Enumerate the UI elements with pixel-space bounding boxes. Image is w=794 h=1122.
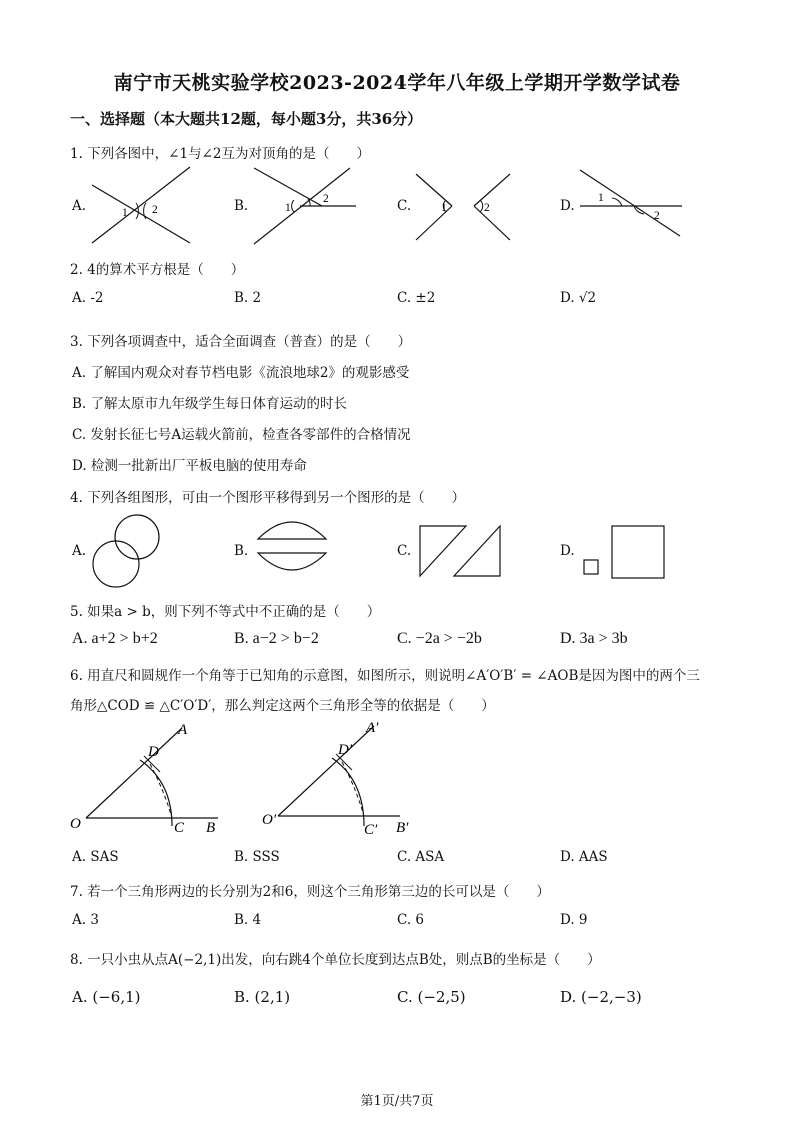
q4-option-b-label: B. xyxy=(234,543,249,559)
q7-option-b: B. 4 xyxy=(234,912,262,928)
q8-option-a: A. (−6,1) xyxy=(72,988,141,1006)
q6-figure-1 xyxy=(70,722,230,837)
q3-option-a: A. 了解国内观众对春节档电影《流浪地球2》的观影感受 xyxy=(72,365,410,381)
fig1-label-d: D xyxy=(148,744,159,760)
q7-option-d: D. 9 xyxy=(560,912,588,928)
q6-option-b: B. SSS xyxy=(234,849,280,865)
question-8-stem: 8. 一只小虫从点A(−2,1)出发，向右跳4个单位长度到达点B处，则点B的坐标是（ ） xyxy=(70,952,601,968)
question-2-stem: 2. 4的算术平方根是（ ） xyxy=(70,262,245,278)
q4-option-d-label: D. xyxy=(560,543,575,559)
q7-option-a: A. 3 xyxy=(72,912,99,928)
q2-option-b: B. 2 xyxy=(234,290,262,306)
fig2-label-b: B′ xyxy=(396,820,409,836)
question-1-stem: 1. 下列各图中，∠1与∠2互为对顶角的是（ ） xyxy=(70,146,370,162)
q5-option-a: A. a+2 > b+2 xyxy=(72,630,158,647)
q5-option-b: B. a−2 > b−2 xyxy=(234,630,319,647)
q1a-angle1-label: 1 xyxy=(122,207,128,219)
q1c-angle2-label: 2 xyxy=(484,202,490,214)
fig1-label-b: B xyxy=(206,820,216,836)
q4-option-a-label: A. xyxy=(72,543,87,559)
page-number-footer: 第1页/共7页 xyxy=(360,1094,434,1109)
q3-option-d: D. 检测一批新出厂平板电脑的使用寿命 xyxy=(72,458,307,474)
q1b-angle2-label: 2 xyxy=(323,193,329,205)
q6-option-c: C. ASA xyxy=(397,849,445,865)
q1-option-b-label: B. xyxy=(234,198,249,214)
q2-option-d: D. √2 xyxy=(560,290,597,306)
q3-option-b: B. 了解太原市九年级学生每日体育运动的时长 xyxy=(72,396,348,412)
q1d-angle1-label: 1 xyxy=(598,192,604,204)
fig2-label-a: A′ xyxy=(366,720,379,736)
q8-option-b: B. (2,1) xyxy=(234,988,291,1006)
q2-option-a: A. -2 xyxy=(72,290,104,306)
q8-option-c: C. (−2,5) xyxy=(397,988,466,1006)
fig2-label-c: C′ xyxy=(364,822,378,838)
q1b-angle1-label: 1 xyxy=(285,202,291,214)
fig2-label-o: O′ xyxy=(262,812,277,828)
q2-option-c: C. ±2 xyxy=(397,290,436,306)
q6-figure-2 xyxy=(262,718,422,838)
q4-figure-a-circles xyxy=(92,512,172,592)
q6-option-d: D. AAS xyxy=(560,849,608,865)
q4-option-c-label: C. xyxy=(397,543,412,559)
q5-option-c: C. −2a > −2b xyxy=(397,630,482,647)
question-5-stem: 5. 如果a > b，则下列不等式中不正确的是（ ） xyxy=(70,604,381,620)
q4-figure-b-segments xyxy=(254,517,334,581)
q1a-angle2-label: 2 xyxy=(152,204,158,216)
fig2-label-d: D′ xyxy=(338,742,353,758)
q8-option-d: D. (−2,−3) xyxy=(560,988,642,1006)
question-4-stem: 4. 下列各组图形，可由一个图形平移得到另一个图形的是（ ） xyxy=(70,490,466,506)
q1-option-d-label: D. xyxy=(560,198,575,214)
section-heading: 一、选择题（本大题共12题，每小题3分，共36分） xyxy=(70,110,423,128)
question-6-stem-line2: 角形△COD ≌ △C′O′D′，那么判定这两个三角形全等的依据是（ ） xyxy=(70,698,495,714)
q1-option-c-label: C. xyxy=(397,198,412,214)
q5-option-d: D. 3a > 3b xyxy=(560,630,628,647)
q1c-angle1-label: 1 xyxy=(441,202,447,214)
fig1-label-o: O xyxy=(70,816,81,832)
q1d-angle2-label: 2 xyxy=(654,210,660,222)
q4-figure-d-squares xyxy=(580,524,670,584)
q1-figure-a xyxy=(90,165,200,247)
q1-figure-c xyxy=(414,172,524,250)
q4-figure-c-triangles xyxy=(418,524,508,580)
q1-option-a-label: A. xyxy=(72,198,87,214)
fig1-label-a: A xyxy=(178,722,188,738)
fig1-label-c: C xyxy=(174,820,185,836)
q1-figure-b xyxy=(252,166,362,248)
q6-option-a: A. SAS xyxy=(72,849,119,865)
question-3-stem: 3. 下列各项调查中，适合全面调查（普查）的是（ ） xyxy=(70,334,412,350)
q3-option-c: C. 发射长征七号A运载火箭前，检查各零部件的合格情况 xyxy=(72,427,411,443)
question-7-stem: 7. 若一个三角形两边的长分别为2和6，则这个三角形第三边的长可以是（ ） xyxy=(70,884,550,900)
question-6-stem-line1: 6. 用直尺和圆规作一个角等于已知角的示意图，如图所示，则说明∠A′O′B′ = ∠AOB是因为图中的两个三 xyxy=(70,668,700,684)
q1-figure-d xyxy=(578,166,688,248)
q7-option-c: C. 6 xyxy=(397,912,425,928)
exam-title: 南宁市天桃实验学校2023-2024学年八年级上学期开学数学试卷 xyxy=(113,72,681,94)
